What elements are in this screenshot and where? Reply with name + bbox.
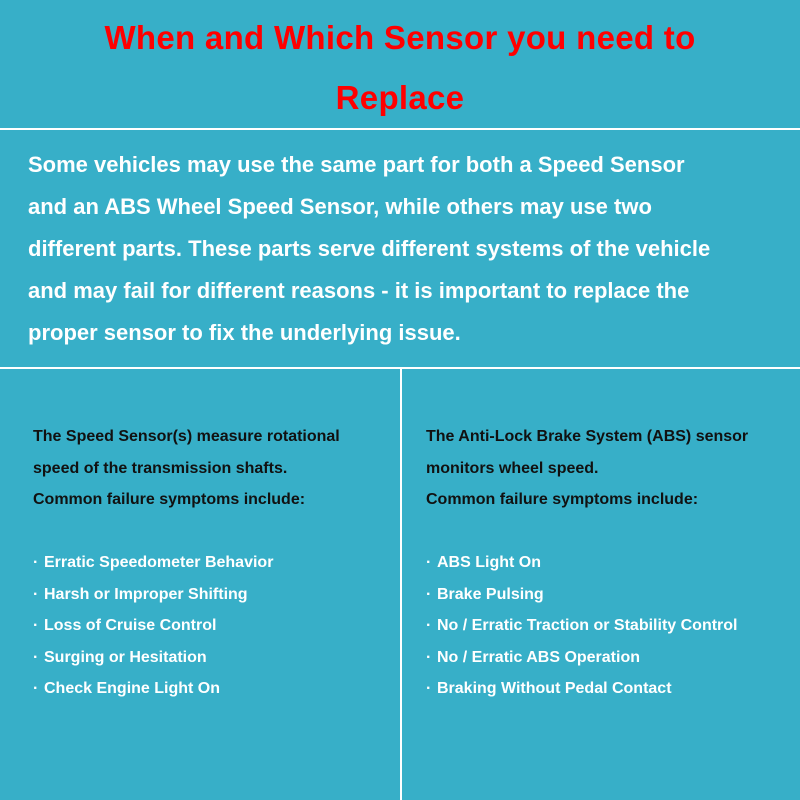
intro-paragraph: [28, 144, 788, 354]
speed-sensor-symptoms-heading: Common failure symptoms include:: [33, 491, 306, 508]
bullet-icon: ·: [426, 648, 432, 666]
divider-under-title: [0, 128, 800, 130]
speed-sensor-description: speed of the transmission shafts.: [33, 459, 288, 477]
intro-line: Some vehicles may use the same part for both a Speed Sensor: [28, 152, 685, 177]
symptom-text: Erratic Speedometer Behavior: [44, 554, 274, 571]
bullet-icon: ·: [426, 617, 432, 634]
symptom-item: [426, 673, 798, 705]
title-line-2: Replace: [335, 79, 465, 116]
bullet-icon: ·: [33, 648, 39, 666]
abs-sensor-description: The Anti-Lock Brake System (ABS) sensor: [426, 428, 749, 445]
speed-sensor-symptom-list: [33, 547, 393, 705]
symptom-item: [426, 579, 798, 611]
symptom-text: ABS Light On: [437, 554, 541, 571]
symptom-text: No / Erratic Traction or Stability Control: [437, 617, 738, 634]
symptom-text: Brake Pulsing: [437, 585, 544, 603]
symptom-item: [426, 547, 798, 579]
abs-sensor-description: monitors wheel speed.: [426, 459, 599, 477]
symptom-item: [33, 642, 393, 674]
abs-sensor-symptoms-heading: Common failure symptoms include:: [426, 491, 699, 508]
symptom-text: Check Engine Light On: [44, 680, 221, 697]
symptom-item: [33, 547, 393, 579]
symptom-item: [426, 610, 798, 642]
symptom-item: [426, 642, 798, 674]
symptom-item: [33, 579, 393, 611]
page-title: [0, 8, 800, 128]
symptom-text: Loss of Cruise Control: [44, 617, 217, 634]
bullet-icon: ·: [426, 585, 432, 603]
speed-sensor-column: [33, 421, 393, 705]
abs-sensor-column: [426, 421, 798, 705]
bullet-icon: ·: [426, 554, 432, 571]
symptom-text: Harsh or Improper Shifting: [44, 585, 248, 603]
spacer: [426, 516, 798, 548]
intro-line: different parts. These parts serve different systems of the vehicle: [28, 236, 711, 261]
symptom-text: No / Erratic ABS Operation: [437, 648, 640, 666]
column-divider: [400, 369, 402, 800]
spacer: [33, 516, 393, 548]
intro-line: and an ABS Wheel Speed Sensor, while others may use two: [28, 194, 652, 219]
abs-sensor-symptom-list: [426, 547, 798, 705]
speed-sensor-description: The Speed Sensor(s) measure rotational: [33, 428, 340, 445]
intro-line: and may fail for different reasons - it is important to replace the: [28, 278, 690, 303]
bullet-icon: ·: [426, 680, 432, 697]
symptom-item: [33, 610, 393, 642]
symptom-text: Braking Without Pedal Contact: [437, 680, 672, 697]
bullet-icon: ·: [33, 554, 39, 571]
bullet-icon: ·: [33, 680, 39, 697]
symptom-text: Surging or Hesitation: [44, 648, 207, 666]
intro-line: proper sensor to fix the underlying issue.: [28, 320, 461, 345]
symptom-item: [33, 673, 393, 705]
bullet-icon: ·: [33, 585, 39, 603]
title-line-1: When and Which Sensor you need to: [104, 19, 696, 56]
bullet-icon: ·: [33, 617, 39, 634]
